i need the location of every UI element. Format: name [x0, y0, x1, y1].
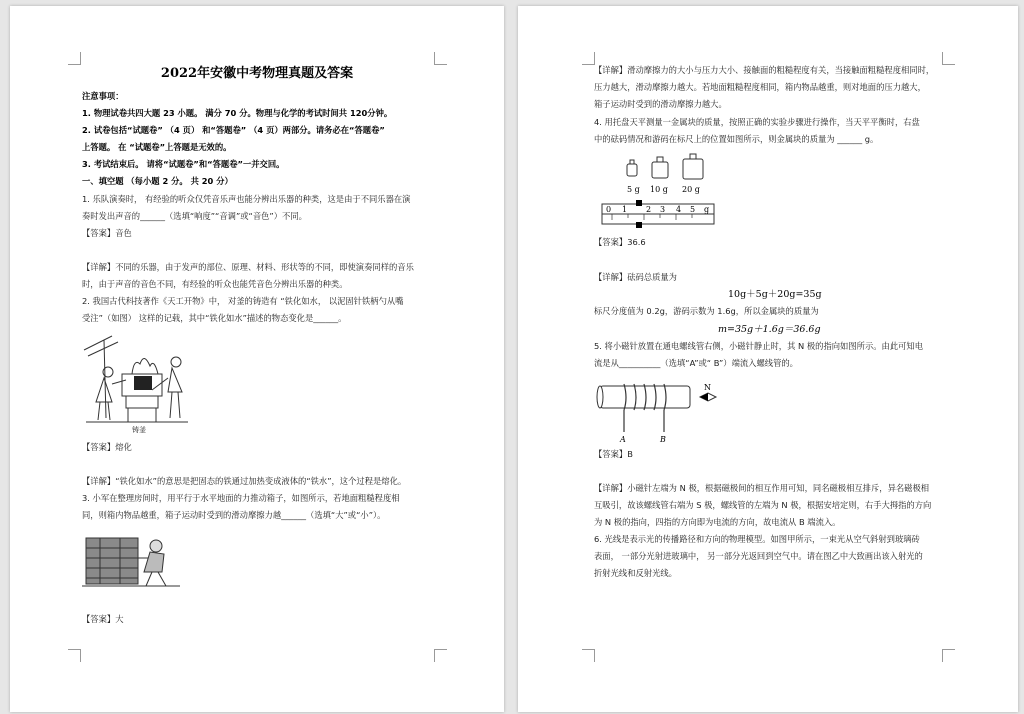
crop-mark [68, 52, 81, 65]
crop-mark [582, 649, 595, 662]
question-text: 中的砝码情况和游码在标尺上的位置如图所示，则金属块的质量为 ______ g。 [594, 134, 879, 144]
section-heading: 一、填空题 （每小题 2 分。 共 20 分） [82, 176, 233, 186]
box-pushing-illustration [82, 528, 182, 590]
crop-mark [942, 52, 955, 65]
analysis-text: 为 N 极的指向，四指的方向即为电流的方向，故电流从 B 端流入。 [594, 517, 841, 527]
casting-illustration [82, 328, 192, 436]
formula: m=35g＋1.6g＝36.6g [718, 324, 821, 335]
question-text: 1. 乐队演奏时， 有经验的听众仅凭音乐声也能分辨出乐器的种类，这是由于不同乐器在演 [82, 194, 411, 204]
solenoid-figure [596, 376, 726, 448]
ruler-mark: 5 [690, 205, 696, 214]
answer-text: 【答案】音色 [82, 228, 132, 238]
analysis-text: 标尺分度值为 0.2g，游码示数为 1.6g，所以金属块的质量为 [594, 306, 819, 316]
analysis-text: 【详解】小磁针左端为 N 极，根据磁极间的相互作用可知，同名磁极相互排斥，异名磁极相 [594, 483, 930, 493]
analysis-text: 【详解】滑动摩擦力的大小与压力大小、接触面的粗糙程度有关，当接触面粗糙程度相同时， [594, 65, 935, 75]
document-title: 2022年安徽中考物理真题及答案 [160, 66, 354, 81]
question-text: 6. 光线是表示光的传播路径和方向的物理模型。如图甲所示，一束光从空气斜射到玻璃砖 [594, 534, 920, 544]
analysis-text: 【详解】砝码总质量为 [594, 272, 677, 282]
coil-label-b: B [660, 435, 666, 444]
balance-weights-figure [598, 152, 718, 232]
notice-line: 1. 物理试卷共四大题 23 小题。 满分 70 分。物理与化学的考试时间共 120分钟。 [82, 108, 393, 118]
formula: 10g＋5g＋20g=35g [728, 289, 822, 300]
notice-line: 2. 试卷包括“试题卷” （4 页） 和“答题卷” （4 页）两部分。请务必在“答题卷” [82, 125, 385, 135]
ruler-mark: 4 [676, 205, 682, 214]
ruler-mark: 2 [646, 205, 652, 214]
ruler-mark: 0 [606, 205, 612, 214]
analysis-text: 箱子运动时受到的滑动摩擦力越大。 [594, 99, 727, 109]
analysis-text: 【详解】“铁化如水”的意思是把固态的铁通过加热变成液体的“铁水”，这个过程是熔化。 [82, 476, 407, 486]
weight-label: 20 g [682, 185, 700, 194]
question-text: 折射光线和反射光线。 [594, 568, 677, 578]
document-page-1 [10, 6, 504, 712]
question-text: 5. 将小磁针放置在通电螺线管右侧，小磁针静止时，其 N 极的指向如图所示。由此可知电 [594, 341, 924, 351]
question-text: 4. 用托盘天平测量一金属块的质量，按照正确的实验步骤进行操作，当天平平衡时，右盘 [594, 117, 920, 127]
answer-text: 【答案】熔化 [82, 442, 132, 452]
notice-line: 上答题。 在 “试题卷”上答题是无效的。 [82, 142, 232, 152]
notice-line: 3. 考试结束后。 请将“试题卷”和“答题卷”一并交回。 [82, 159, 285, 169]
crop-mark [582, 52, 595, 65]
coil-label-a: A [620, 435, 626, 444]
crop-mark [434, 649, 447, 662]
ruler-mark: 3 [660, 205, 666, 214]
answer-text: 【答案】B [594, 449, 633, 459]
ruler-mark: g [704, 205, 710, 214]
ruler-mark: 1 [622, 205, 628, 214]
crop-mark [68, 649, 81, 662]
analysis-text: 压力越大，滑动摩擦力越大。若地面粗糙程度相同，箱内物品越重，则对地面的压力越大， [594, 82, 926, 92]
answer-text: 【答案】大 [82, 614, 124, 624]
question-text: 流是从__________（选填“A”或“ B”）端流入螺线管的。 [594, 358, 798, 368]
figure-label: 铸釜 [132, 426, 146, 434]
answer-text: 【答案】36.6 [594, 237, 646, 247]
crop-mark [942, 649, 955, 662]
analysis-text: 互吸引，故该螺线管右端为 S 极，螺线管的左端为 N 极，根据安培定则，右手大拇指的方向 [594, 500, 932, 510]
analysis-text: 【详解】不同的乐器，由于发声的部位、原理、材料、形状等的不同，即使演奏同样的音乐 [82, 262, 414, 272]
question-text: 受注”（如图） 这样的记载，其中“铁化如水”描述的物态变化是______。 [82, 313, 347, 323]
weight-label: 10 g [650, 185, 668, 194]
question-text: 2. 我国古代科技著作《天工开物》中， 对釜的铸造有 “铁化如水， 以泥固针铁柄勺从嘴 [82, 296, 404, 306]
compass-n-label: N [704, 383, 711, 392]
crop-mark [434, 52, 447, 65]
weight-label: 5 g [627, 185, 640, 194]
notice-heading: 注意事项： [82, 91, 124, 101]
question-text: 奏时发出声音的______（选填“响度”“音调”或“音色”）不同。 [82, 211, 307, 221]
analysis-text: 时，由于声音的音色不同，有经验的听众也能凭音色分辨出乐器的种类。 [82, 279, 348, 289]
document-page-2 [518, 6, 1018, 712]
question-text: 3. 小军在整理房间时，用平行于水平地面的力推动箱子，如图所示，若地面粗糙程度相 [82, 493, 400, 503]
question-text: 表面， 一部分光射进玻璃中， 另一部分光返回到空气中。请在图乙中大致画出该入射光的 [594, 551, 923, 561]
question-text: 同，则箱内物品越重，箱子运动时受到的滑动摩擦力越______（选填“大”或“小”）。 [82, 510, 386, 520]
